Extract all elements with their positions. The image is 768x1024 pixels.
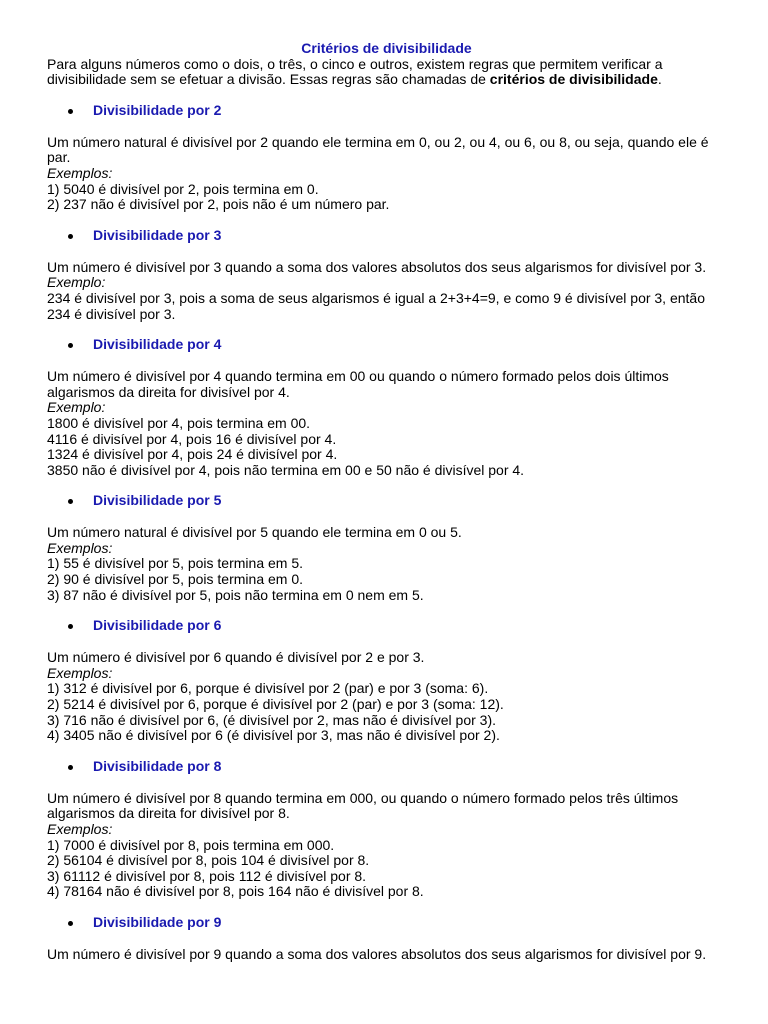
section-body bbox=[47, 791, 728, 900]
section bbox=[47, 337, 728, 478]
section bbox=[47, 759, 728, 900]
bullet-icon bbox=[68, 343, 73, 348]
bullet-icon bbox=[68, 624, 73, 629]
bullet-icon bbox=[68, 499, 73, 504]
example-line: 1) 312 é divisível por 6, porque é divisível por 2 (par) e por 3 (soma: 6). bbox=[47, 680, 489, 697]
examples-label: Exemplo: bbox=[47, 274, 106, 291]
example-line: 2) 90 é divisível por 5, pois termina em 0. bbox=[47, 571, 304, 588]
example-line: 2) 5214 é divisível por 6, porque é divisível por 2 (par) e por 3 (soma: 12). bbox=[47, 696, 504, 713]
intro-text: Para alguns números como o dois, o três, o cinco e outros, existem regras que permitem verificar a divisibilidade sem se efetuar a divisão. Essas regras são chamadas de bbox=[47, 55, 663, 88]
bullet-icon bbox=[68, 234, 73, 239]
examples-label: Exemplos: bbox=[47, 821, 113, 837]
section-heading bbox=[47, 759, 728, 775]
bullet-icon bbox=[68, 765, 73, 770]
section bbox=[47, 915, 728, 963]
example-line: 1) 7000 é divisível por 8, pois termina em 000. bbox=[47, 836, 335, 853]
page-title: Critérios de divisibilidade bbox=[301, 40, 472, 56]
section-heading bbox=[47, 228, 728, 244]
section bbox=[47, 228, 728, 322]
example-line: 4116 é divisível por 4, pois 16 é divisível por 4. bbox=[47, 430, 337, 447]
bullet-icon bbox=[68, 921, 73, 926]
example-line: 4) 3405 não é divisível por 6 (é divisível por 3, mas não é divisível por 2). bbox=[47, 727, 500, 744]
section-heading-text: Divisibilidade por 3 bbox=[93, 226, 222, 243]
intro-paragraph bbox=[47, 57, 728, 88]
section-heading bbox=[47, 618, 728, 634]
example-line: 2) 237 não é divisível por 2, pois não é um número par. bbox=[47, 196, 390, 213]
section-body bbox=[47, 135, 728, 213]
section-heading-text: Divisibilidade por 2 bbox=[93, 101, 222, 118]
section-heading bbox=[47, 337, 728, 353]
section-heading-text: Divisibilidade por 5 bbox=[93, 492, 222, 509]
rule-text: Um número natural é divisível por 5 quando ele termina em 0 ou 5. bbox=[47, 524, 462, 541]
section-heading bbox=[47, 493, 728, 509]
example-line: 3) 716 não é divisível por 6, (é divisível por 2, mas não é divisível por 3). bbox=[47, 711, 496, 728]
section-body bbox=[47, 650, 728, 744]
intro-bold-term: critérios de divisibilidade bbox=[489, 71, 658, 88]
section-heading-text: Divisibilidade por 8 bbox=[93, 757, 222, 774]
example-line: 3) 87 não é divisível por 5, pois não termina em 0 nem em 5. bbox=[47, 586, 424, 603]
examples-label: Exemplos: bbox=[47, 539, 113, 556]
sections-container bbox=[47, 103, 728, 963]
section bbox=[47, 493, 728, 603]
section-heading-text: Divisibilidade por 4 bbox=[93, 336, 222, 353]
example-line: 4) 78164 não é divisível por 8, pois 164 não é divisível por 8. bbox=[47, 883, 424, 900]
rule-text: Um número é divisível por 6 quando é divisível por 2 e por 3. bbox=[47, 649, 425, 666]
example-line: 1) 5040 é divisível por 2, pois termina em 0. bbox=[47, 180, 319, 197]
intro-end: . bbox=[657, 71, 662, 88]
example-line: 234 é divisível por 3, pois a soma de seus algarismos é igual a 2+3+4=9, e como 9 é divisível por 3, então 234 é divisível por 3. bbox=[47, 289, 705, 322]
section-heading bbox=[47, 103, 728, 119]
bullet-icon bbox=[68, 109, 73, 114]
section-body bbox=[47, 369, 728, 478]
section-heading-text: Divisibilidade por 9 bbox=[93, 913, 222, 930]
rule-text: Um número é divisível por 4 quando termina em 00 ou quando o número formado pelos dois últimos algarismos da direita for divisível por 4. bbox=[47, 368, 669, 400]
section bbox=[47, 103, 728, 213]
example-line: 2) 56104 é divisível por 8, pois 104 é divisível por 8. bbox=[47, 852, 370, 869]
examples-label: Exemplos: bbox=[47, 664, 113, 681]
example-line: 1324 é divisível por 4, pois 24 é divisível por 4. bbox=[47, 446, 338, 463]
rule-text: Um número é divisível por 3 quando a soma dos valores absolutos dos seus algarismos for divisível por 3. bbox=[47, 258, 707, 275]
example-line: 1800 é divisível por 4, pois termina em 00. bbox=[47, 414, 311, 431]
example-line: 3850 não é divisível por 4, pois não termina em 00 e 50 não é divisível por 4. bbox=[47, 461, 525, 478]
rule-text: Um número natural é divisível por 2 quando ele termina em 0, ou 2, ou 4, ou 6, ou 8, ou seja, quando ele é par. bbox=[47, 133, 709, 166]
examples-label: Exemplos: bbox=[47, 164, 113, 181]
rule-text: Um número é divisível por 8 quando termina em 000, ou quando o número formado pelos três últimos algarismos da direita for divisível por 8. bbox=[47, 789, 679, 822]
section-heading-text: Divisibilidade por 6 bbox=[93, 617, 222, 634]
section-body bbox=[47, 525, 728, 603]
example-line: 3) 61112 é divisível por 8, pois 112 é divisível por 8. bbox=[47, 867, 367, 884]
section bbox=[47, 618, 728, 744]
section-body bbox=[47, 947, 728, 963]
section-body bbox=[47, 260, 728, 322]
example-line: 1) 55 é divisível por 5, pois termina em 5. bbox=[47, 555, 304, 572]
rule-text: Um número é divisível por 9 quando a soma dos valores absolutos dos seus algarismos for divisível por 9. bbox=[47, 945, 707, 962]
examples-label: Exemplo: bbox=[47, 399, 106, 416]
section-heading bbox=[47, 915, 728, 931]
